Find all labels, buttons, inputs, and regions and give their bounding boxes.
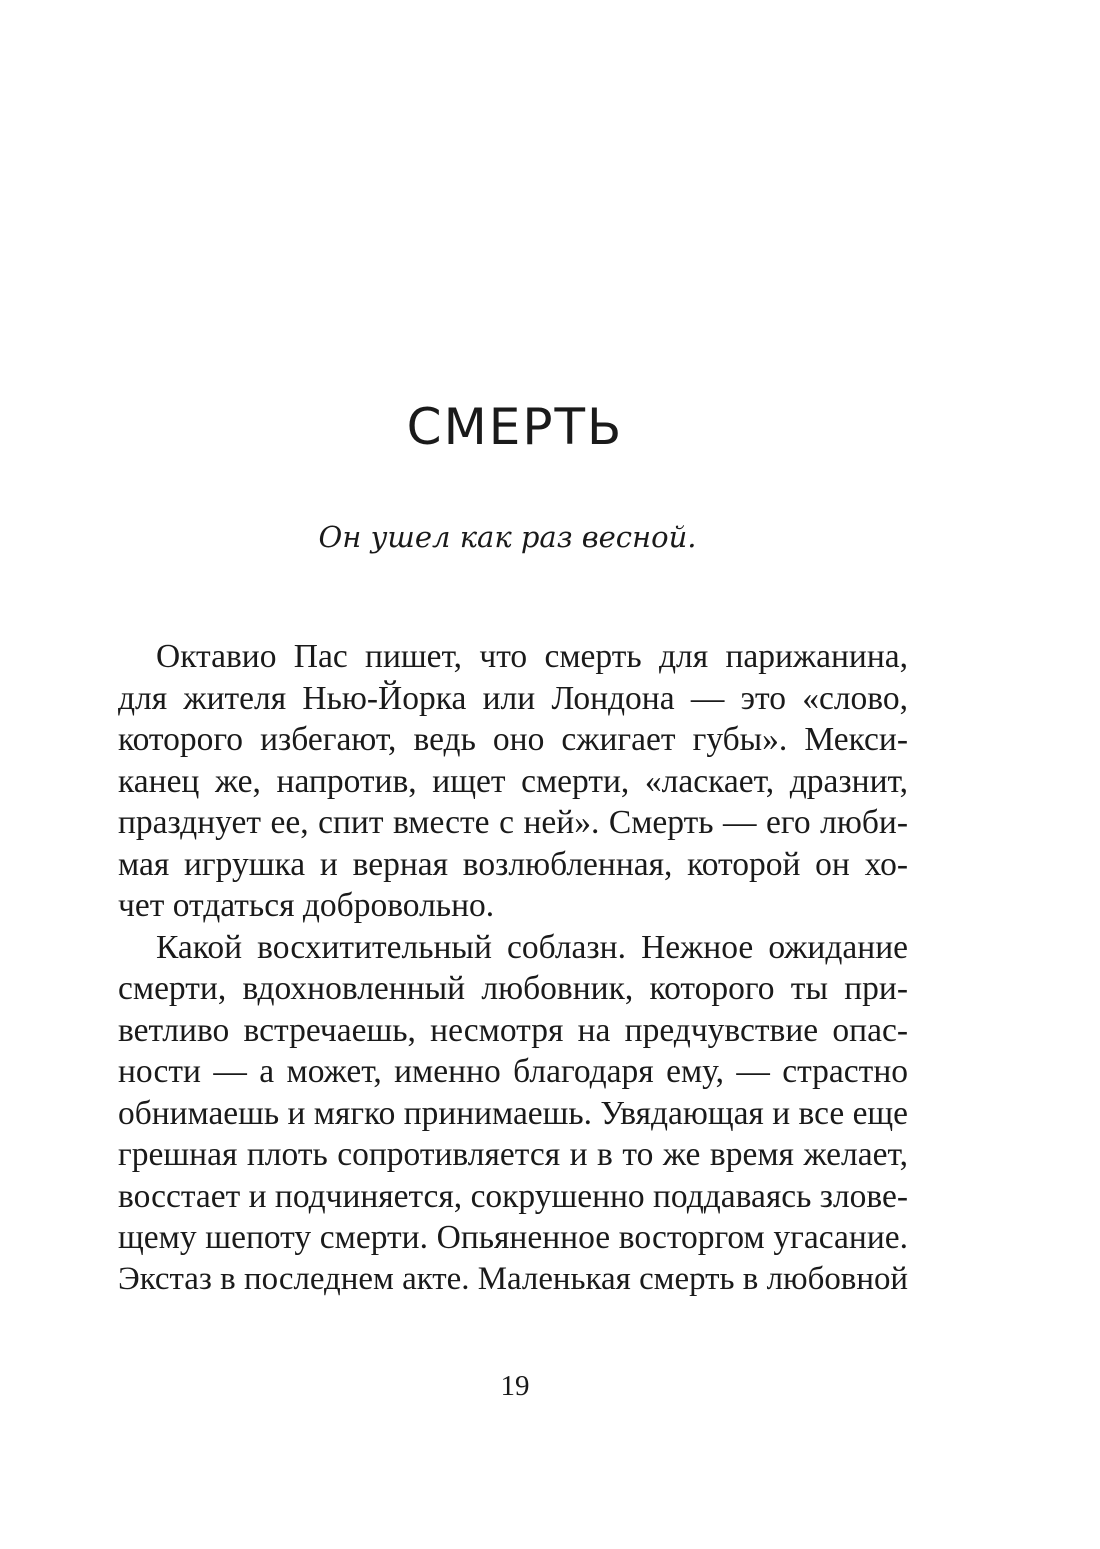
text-line: Октавио Пас пишет, что смерть для парижанина, [156,638,908,675]
text-line: ности — а может, именно благодаря ему, — страстно [118,1053,908,1090]
text-line: мая игрушка и верная возлюбленная, которой он хо- [118,845,908,883]
text-line: чет отдаться добровольно. [118,887,495,924]
text-line: которого избегают, ведь оно сжигает губы». Мекси- [118,721,908,758]
text-line: Какой восхитительный соблазн. Нежное ожидание [156,928,908,966]
text-line: обнимаешь и мягко принимаешь. Увядающая и все еще [118,1094,908,1132]
text-line: канец же, напротив, ищет смерти, «ласкает, дразнит, [118,762,908,800]
text-line: празднует ее, спит вместе с ней». Смерть — его люби- [118,804,908,841]
body-text [118,636,908,1300]
text-line: Экстаз в последнем акте. Маленькая смерть в любовной [118,1260,908,1297]
epigraph: Он ушел как раз весной. [318,520,697,554]
text-line: восстает и подчиняется, сокрушенно поддаваясь злове- [118,1177,908,1215]
text-line: смерти, вдохновленный любовник, которого ты при- [118,970,908,1007]
text-line: щему шепоту смерти. Опьяненное восторгом угасание. [118,1219,908,1256]
text-line: грешная плоть сопротивляется и в то же время желает, [118,1136,908,1173]
chapter-title: СМЕРТЬ [406,398,624,456]
paragraph-2 [118,927,908,1301]
page-number: 19 [500,1370,530,1402]
text-line: ветливо встречаешь, несмотря на предчувствие опас- [118,1011,908,1049]
paragraph-1 [118,636,908,927]
text-line: для жителя Нью-Йорка или Лондона — это «слово, [118,679,908,717]
